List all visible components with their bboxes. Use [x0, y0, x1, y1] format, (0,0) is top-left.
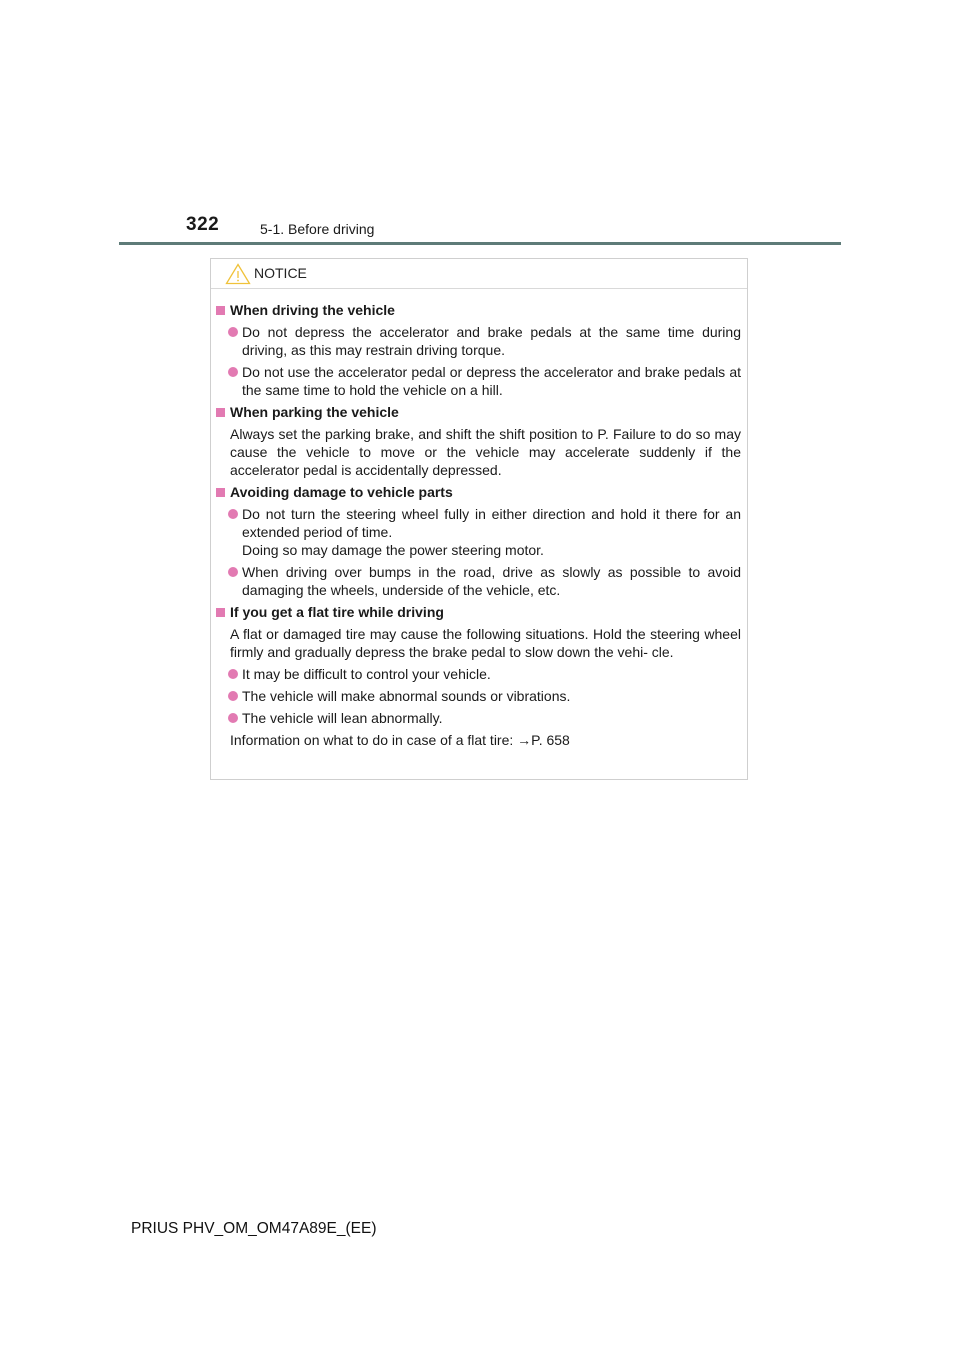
- list-item: The vehicle will lean abnormally.: [216, 709, 741, 727]
- section-heading: Avoiding damage to vehicle parts: [216, 483, 741, 501]
- round-bullet-icon: [228, 567, 238, 577]
- list-item: When driving over bumps in the road, drive as slowly as possible to avoid damaging the wheels, underside of the vehicle, etc.: [216, 563, 741, 599]
- section-heading: When driving the vehicle: [216, 301, 741, 319]
- paragraph: Always set the parking brake, and shift the shift position to P. Failure to do so may cause the vehicle to move or the vehicle may accelerate suddenly if the accelerator pedal is accidentally depressed.: [230, 426, 741, 478]
- section-heading: If you get a flat tire while driving: [216, 603, 741, 621]
- square-bullet-icon: [216, 488, 225, 497]
- page-header: [0, 0, 960, 250]
- round-bullet-icon: [228, 691, 238, 701]
- section-flat-tire: [216, 603, 741, 749]
- list-item: Do not turn the steering wheel fully in either direction and hold it there for an extended period of time. Doing so may damage the power steering motor.: [216, 505, 741, 559]
- list-item: The vehicle will make abnormal sounds or vibrations.: [216, 687, 741, 705]
- section-vehicle-parts: [216, 483, 741, 599]
- notice-header: [211, 259, 747, 289]
- square-bullet-icon: [216, 306, 225, 315]
- paragraph: A flat or damaged tire may cause the following situations. Hold the steering wheel firmly and gradually depress the brake pedal to slow down the vehi- cle.: [230, 626, 741, 660]
- list-item: It may be difficult to control your vehicle.: [216, 665, 741, 683]
- list-item: Do not depress the accelerator and brake pedals at the same time during driving, as this may restrain driving torque.: [216, 323, 741, 359]
- square-bullet-icon: [216, 408, 225, 417]
- section-parking: [216, 403, 741, 479]
- round-bullet-icon: [228, 713, 238, 723]
- section-driving: [216, 301, 741, 399]
- round-bullet-icon: [228, 669, 238, 679]
- page-reference: Information on what to do in case of a flat tire: →P. 658: [230, 732, 570, 748]
- list-item: Do not use the accelerator pedal or depress the accelerator and brake pedals at the same time to hold the vehicle on a hill.: [216, 363, 741, 399]
- document-code: PRIUS PHV_OM_OM47A89E_(EE): [131, 1220, 377, 1237]
- square-bullet-icon: [216, 608, 225, 617]
- round-bullet-icon: [228, 509, 238, 519]
- notice-body: [211, 289, 747, 749]
- section-title: 5-1. Before driving: [260, 221, 375, 237]
- round-bullet-icon: [228, 367, 238, 377]
- page-number: 322: [186, 214, 220, 235]
- notice-label: NOTICE: [254, 265, 307, 281]
- section-heading: When parking the vehicle: [216, 403, 741, 421]
- warning-triangle-icon: [225, 263, 251, 285]
- header-rule: [119, 242, 841, 245]
- round-bullet-icon: [228, 327, 238, 337]
- notice-box: [210, 258, 748, 780]
